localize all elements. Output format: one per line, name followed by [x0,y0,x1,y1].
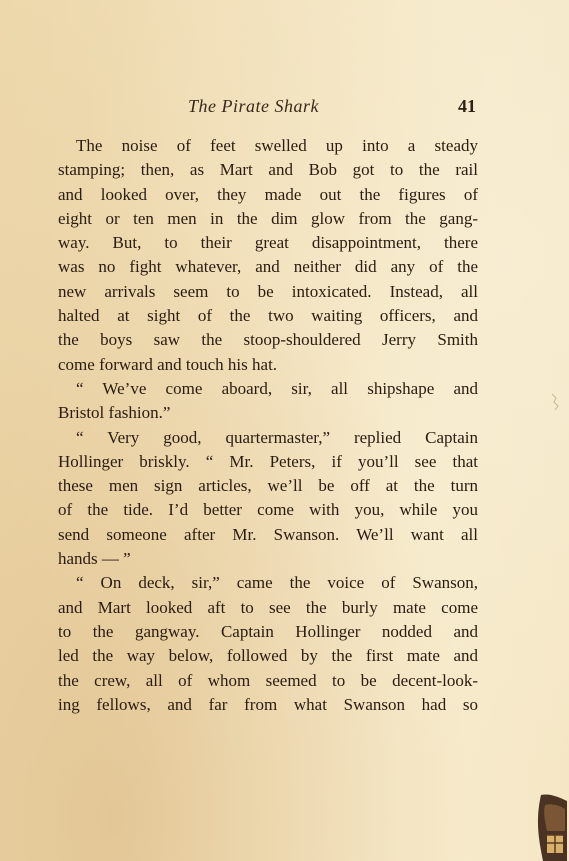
ship-ornament-icon [529,791,569,861]
page-number: 41 [458,96,476,116]
text-line: “ On deck, sir,” came the voice of Swanson, [76,573,478,593]
text-line: ing fellows, and far from what Swanson had so [58,694,478,714]
running-title: The Pirate Shark [188,96,319,116]
text-line: stamping; then, as Mart and Bob got to the rail [58,160,478,180]
text-line: and looked over, they made out the figures of [58,184,478,204]
text-line: was no fight whatever, and neither did any of the [58,257,478,277]
text-line: the crew, all of whom seemed to be decent-look- [58,670,478,690]
text-line: “ Very good, quartermaster,” replied Captain [76,427,478,447]
text-line: of the tide. I’d better come with you, while you [58,500,478,520]
text-line: Bristol fashion.” [58,403,171,423]
text-line: the boys saw the stoop-shouldered Jerry Smith [58,330,478,350]
text-line: these men sign articles, we’ll be off at the turn [58,476,478,496]
text-line: eight or ten men in the dim glow from the gang- [58,208,478,228]
paper-blemish-icon [550,392,562,412]
running-head [0,96,569,122]
text-line: come forward and touch his hat. [58,354,278,374]
text-line: send someone after Mr. Swanson. We’ll want all [58,524,478,544]
text-line: “ We’ve come aboard, sir, all shipshape and [76,378,478,398]
text-line: The noise of feet swelled up into a steady [76,136,478,155]
text-line: led the way below, followed by the first mate and [58,646,478,666]
text-line: new arrivals seem to be intoxicated. Instead, all [58,281,478,301]
text-line: halted at sight of the two waiting officers, and [58,306,478,326]
text-line: to the gangway. Captain Hollinger nodded and [58,621,478,641]
text-line: hands — ” [58,549,131,569]
body-text [58,134,478,717]
text-line: and Mart looked aft to see the burly mate come [58,597,478,617]
text-line: Hollinger briskly. “ Mr. Peters, if you’ll see that [58,451,478,471]
text-line: way. But, to their great disappointment, there [58,233,478,253]
